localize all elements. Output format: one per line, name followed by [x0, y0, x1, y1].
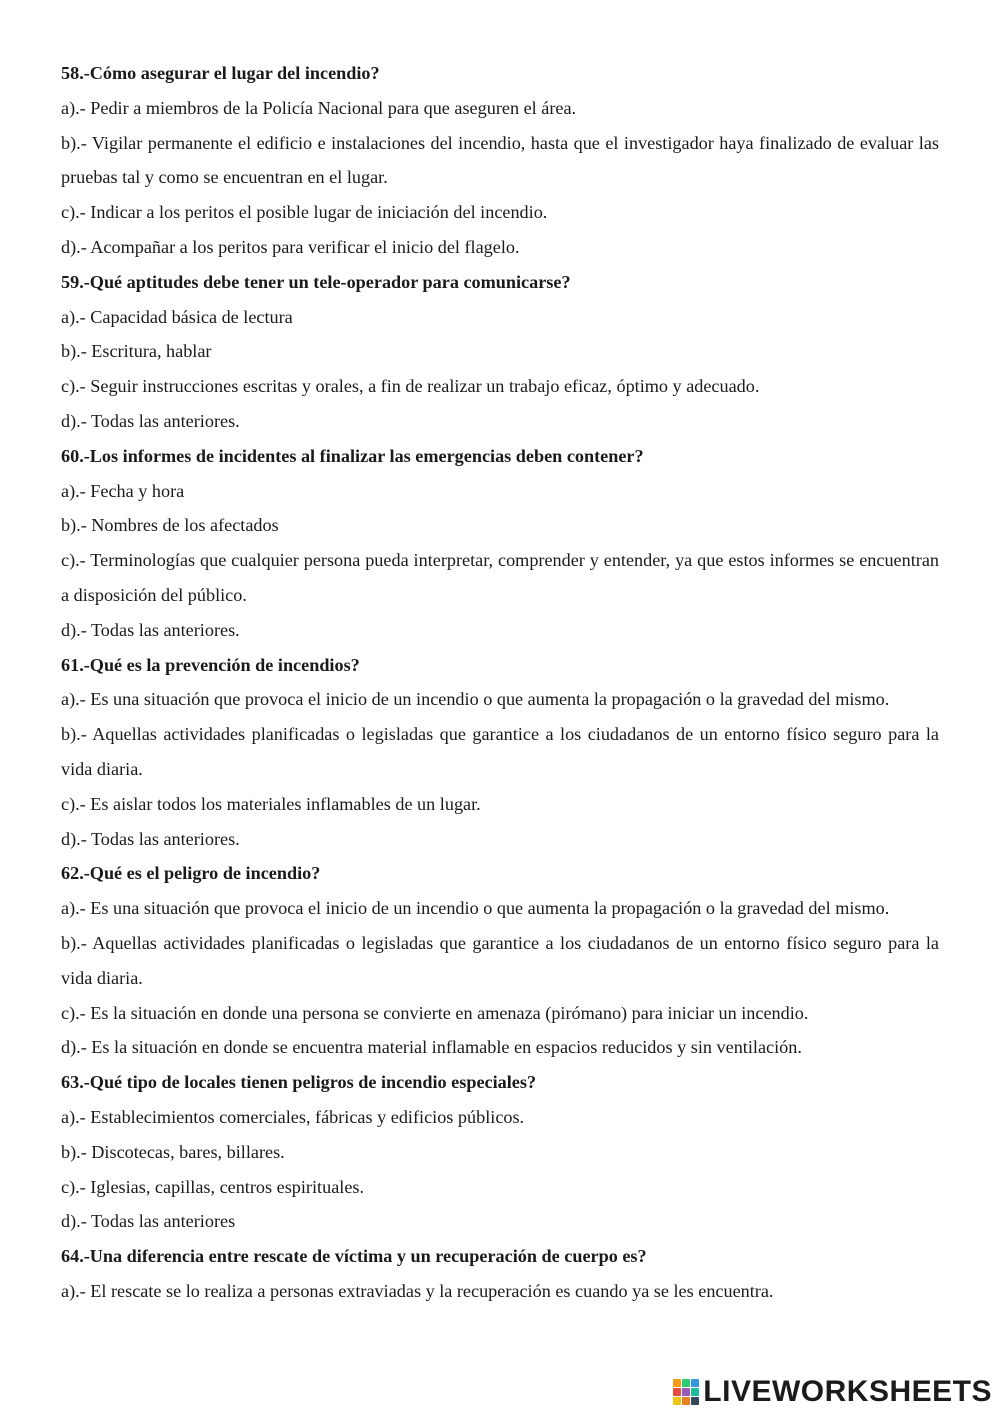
- answer-option: b).- Nombres de los afectados: [61, 515, 279, 536]
- question-title: 64.-Una diferencia entre rescate de víctima y un recuperación de cuerpo es?: [61, 1246, 647, 1267]
- answer-option: d).- Todas las anteriores: [61, 1211, 236, 1232]
- question-title: 61.-Qué es la prevención de incendios?: [61, 654, 360, 675]
- question-title: 59.-Qué aptitudes debe tener un tele-operador para comunicarse?: [61, 271, 571, 292]
- question-block: [61, 856, 939, 1065]
- answer-option: b).- Vigilar permanente el edificio e instalaciones del incendio, hasta que el investigador haya finalizado de evaluar las pruebas tal y como se encuentran en el lugar.: [61, 132, 939, 188]
- answer-option: a).- Es una situación que provoca el inicio de un incendio o que aumenta la propagación o la gravedad del mismo.: [61, 689, 890, 710]
- answer-option: c).- Seguir instrucciones escritas y orales, a fin de realizar un trabajo eficaz, óptimo y adecuado.: [61, 376, 760, 397]
- logo-square: [682, 1379, 690, 1387]
- answer-option: a).- Es una situación que provoca el inicio de un incendio o que aumenta la propagación o la gravedad del mismo.: [61, 898, 890, 919]
- answer-option: d).- Acompañar a los peritos para verificar el inicio del flagelo.: [61, 236, 520, 257]
- answer-option: b).- Aquellas actividades planificadas o legisladas que garantice a los ciudadanos de un entorno físico seguro para la vida diaria.: [61, 724, 939, 779]
- answer-option: d).- Todas las anteriores.: [61, 619, 240, 640]
- logo-square: [691, 1379, 699, 1387]
- answer-option: c).- Es aislar todos los materiales inflamables de un lugar.: [61, 793, 481, 814]
- question-block: [61, 439, 939, 648]
- answer-option: c).- Indicar a los peritos el posible lugar de iniciación del incendio.: [61, 202, 548, 223]
- answer-option: b).- Aquellas actividades planificadas o legisladas que garantice a los ciudadanos de un entorno físico seguro para la vida diaria.: [61, 932, 939, 988]
- logo-square: [682, 1388, 690, 1396]
- question-block: [61, 265, 939, 439]
- worksheet-page: [61, 56, 939, 1309]
- logo-square: [691, 1397, 699, 1405]
- answer-option: a).- El rescate se lo realiza a personas extraviadas y la recuperación es cuando ya se les encuentra.: [61, 1280, 774, 1301]
- logo-square: [691, 1388, 699, 1396]
- answer-option: a).- Fecha y hora: [61, 480, 185, 501]
- answer-option: b).- Discotecas, bares, billares.: [61, 1141, 285, 1162]
- logo-square: [673, 1379, 681, 1387]
- answer-option: c).- Iglesias, capillas, centros espirituales.: [61, 1176, 365, 1197]
- question-title: 60.-Los informes de incidentes al finalizar las emergencias deben contener?: [61, 445, 644, 466]
- footer: [673, 1375, 992, 1409]
- question-block: [61, 1239, 939, 1309]
- question-title: 62.-Qué es el peligro de incendio?: [61, 863, 321, 884]
- logo-square: [682, 1397, 690, 1405]
- answer-option: a).- Pedir a miembros de la Policía Nacional para que aseguren el área.: [61, 97, 577, 118]
- answer-option: d).- Es la situación en donde se encuentra material inflamable en espacios reducidos y sin ventilación.: [61, 1037, 802, 1058]
- answer-option: c).- Terminologías que cualquier persona pueda interpretar, comprender y entender, ya que estos informes se encuentran a disposición del público.: [61, 550, 939, 605]
- liveworksheets-logo-icon: [673, 1379, 699, 1405]
- question-title: 58.-Cómo asegurar el lugar del incendio?: [61, 63, 380, 83]
- question-block: [61, 56, 939, 265]
- answer-option: b).- Escritura, hablar: [61, 341, 212, 362]
- answer-option: d).- Todas las anteriores.: [61, 828, 240, 849]
- question-block: [61, 1065, 939, 1239]
- brand-name: LIVEWORKSHEETS: [703, 1375, 992, 1408]
- logo-square: [673, 1388, 681, 1396]
- answer-option: a).- Capacidad básica de lectura: [61, 306, 293, 327]
- question-block: [61, 648, 939, 857]
- answer-option: c).- Es la situación en donde una persona se convierte en amenaza (pirómano) para iniciar un incendio.: [61, 1002, 809, 1023]
- logo-square: [673, 1397, 681, 1405]
- question-title: 63.-Qué tipo de locales tienen peligros de incendio especiales?: [61, 1072, 537, 1093]
- answer-option: d).- Todas las anteriores.: [61, 410, 240, 431]
- answer-option: a).- Establecimientos comerciales, fábricas y edificios públicos.: [61, 1106, 525, 1127]
